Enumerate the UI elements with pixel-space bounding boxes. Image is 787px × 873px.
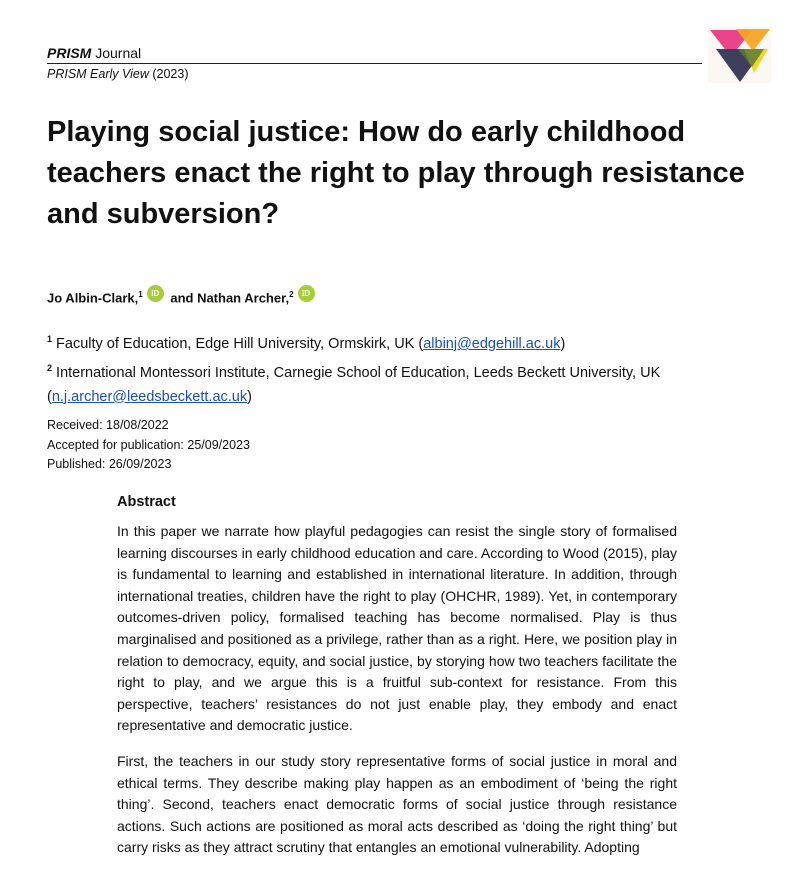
abstract-section — [117, 492, 677, 873]
affiliation-1-email-link[interactable]: albinj@edgehill.ac.uk — [423, 335, 561, 352]
affiliation-2-close: ) — [247, 388, 252, 405]
affiliation-1-text: Faculty of Education, Edge Hill University, Ormskirk, UK ( — [52, 335, 424, 352]
journal-name-line — [47, 44, 702, 62]
author-line — [47, 284, 747, 309]
orcid-icon[interactable]: iD — [298, 285, 315, 302]
publication-dates — [47, 416, 447, 475]
journal-suffix: Journal — [91, 45, 142, 61]
author-1-name: Jo Albin-Clark, — [47, 290, 139, 306]
published-date: Published: 26/09/2023 — [47, 457, 172, 471]
abstract-paragraph-1: In this paper we narrate how playful pedagogies can resist the single story of formalised learning discourses in early childhood education and care. According to Wood (2015), play is fundamental to learning and established in international literature. In addition, through international treaties, children have the right to play (OHCHR, 1989). Yet, in contemporary outcomes-driven policy, formalised teaching has become normalised. Play is thus marginalised and positioned as a privilege, rather than as a right. Here, we position play in relation to democracy, equity, and social justice, by storying how two teachers facilitate the right to play, and we argue this is a fruitful sub-context for resistance. From this perspective, teachers’ resistances do not just enable play, they embody and enact representative and democratic justice. — [117, 523, 677, 734]
journal-name: PRISM — [47, 45, 92, 61]
early-view-name: PRISM Early View — [47, 67, 149, 81]
affiliation-1 — [47, 327, 757, 356]
author-1-affiliation-marker: 1 — [138, 290, 143, 299]
early-view-year: (2023) — [148, 67, 189, 81]
author-2-affiliation-marker: 2 — [289, 290, 294, 299]
abstract-paragraph-2: First, the teachers in our study story representative forms of social justice in moral and ethical terms. They describe making play happen as an embodiment of ‘being the right thing’. Second, teachers enact democratic forms of social justice through resistance actions. Such actions are positioned as moral acts described as ‘doing the right thing’ but carry risks as they attract scrutiny that entangles an emotional vulnerability. Adopting — [117, 752, 677, 856]
journal-logo-icon — [708, 27, 771, 83]
affiliation-2 — [47, 356, 757, 409]
affiliation-2-text: International Montessori Institute, Carnegie School of Education, Leeds Beckett University, UK ( — [47, 364, 661, 405]
affiliation-2-email-link[interactable]: n.j.archer@leedsbeckett.ac.uk — [51, 388, 248, 405]
paper-title: Playing social justice: How do early childhood teachers enact the right to play through resistance and subversion? — [47, 116, 745, 230]
affiliations — [47, 327, 757, 409]
header-rule — [47, 63, 702, 64]
early-view-line — [47, 66, 702, 82]
affiliation-1-marker: 1 — [47, 334, 53, 344]
author-2-name: and Nathan Archer, — [170, 290, 290, 306]
affiliation-1-close: ) — [560, 335, 566, 352]
journal-header — [47, 44, 702, 82]
orcid-icon[interactable]: iD — [147, 285, 164, 302]
accepted-date: Accepted for publication: 25/09/2023 — [47, 437, 250, 452]
abstract-heading: Abstract — [117, 494, 176, 510]
affiliation-2-marker: 2 — [47, 362, 53, 373]
received-date: Received: 18/08/2022 — [47, 418, 169, 432]
